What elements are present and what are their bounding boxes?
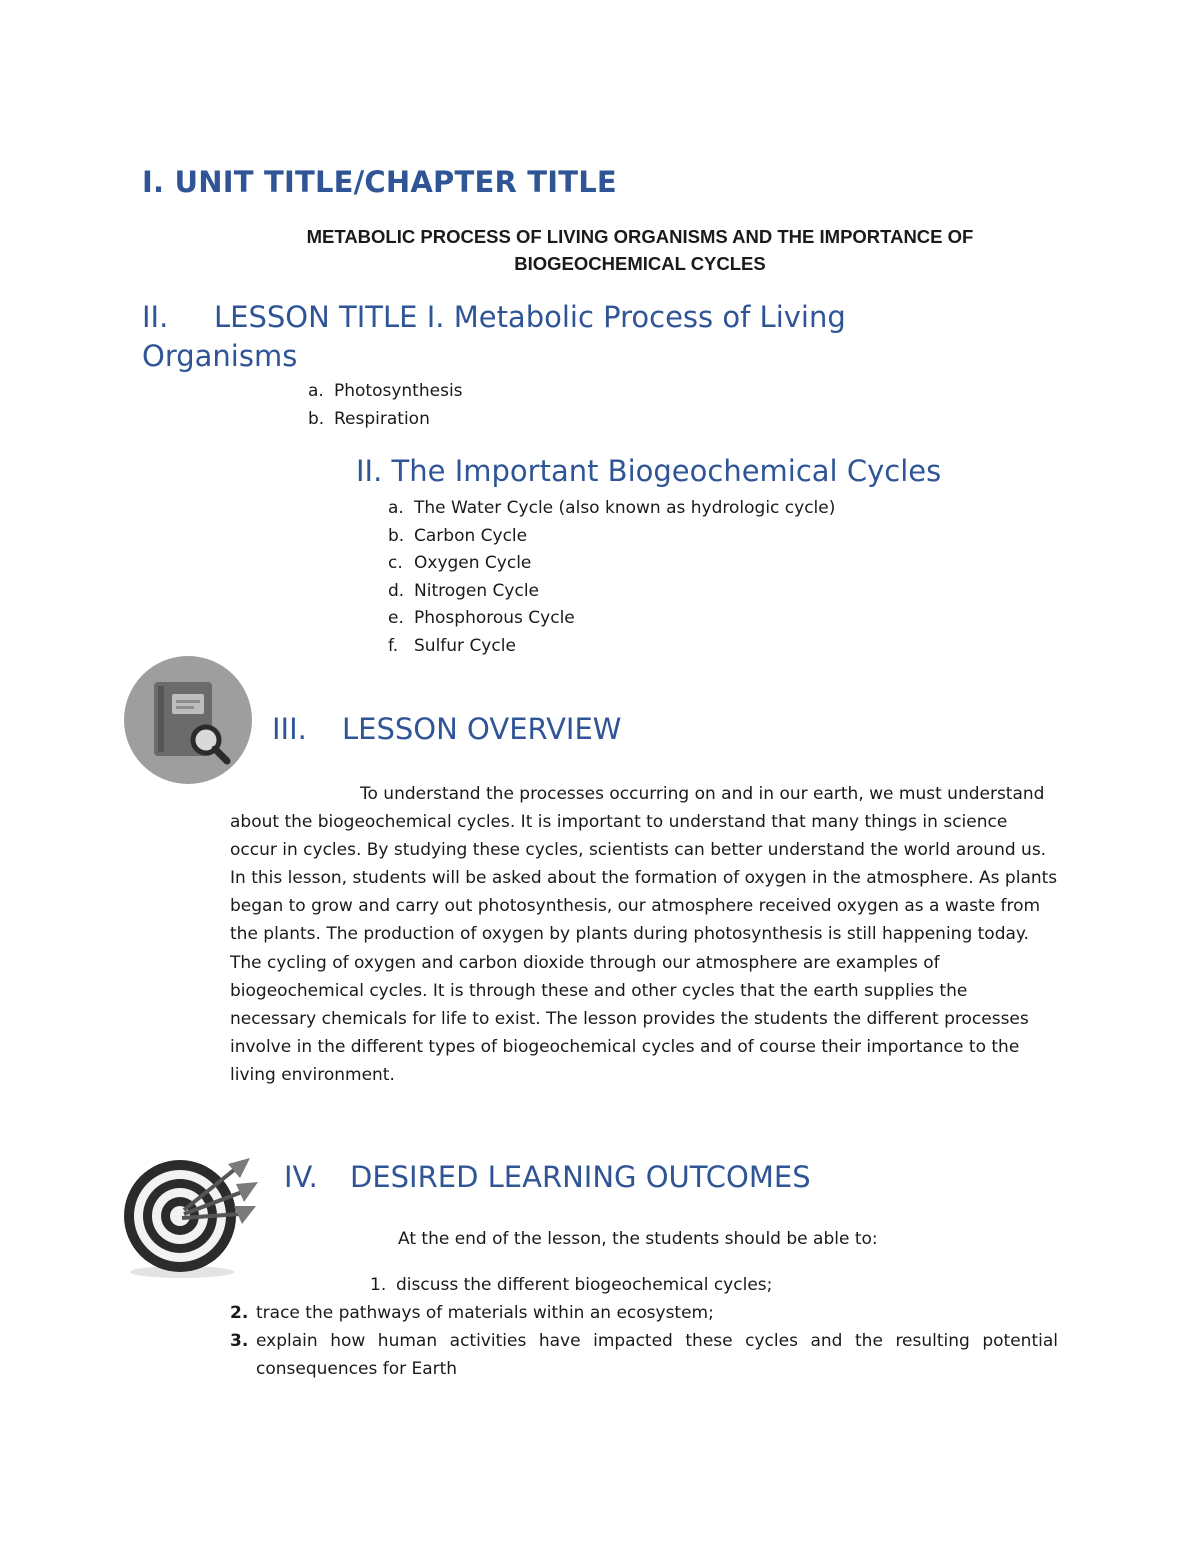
list-item: f. Sulfur Cycle bbox=[388, 635, 516, 656]
dartboard-target-icon bbox=[122, 1148, 264, 1280]
overview-number: III. bbox=[272, 712, 307, 746]
outcome-item-3: 3. explain how human activities have impacted these cycles and the resulting potential consequences for Earth bbox=[230, 1331, 1058, 1379]
chapter-title-line-1: METABOLIC PROCESS OF LIVING ORGANISMS AND THE IMPORTANCE OF bbox=[306, 226, 974, 247]
lesson-title-text-2: Organisms bbox=[142, 339, 298, 373]
book-magnifier-icon bbox=[124, 656, 252, 784]
outcome-item-1: 1. discuss the different biogeochemical cycles; bbox=[370, 1275, 773, 1295]
lesson-title-heading bbox=[142, 298, 942, 376]
overview-heading bbox=[272, 712, 621, 746]
overview-paragraph: To understand the processes occurring on and in our earth, we must understand about the biogeochemical cycles. It is important to understand that many things in science occur in cycles. By studying these cycles, scientists can better understand the world around us. In this lesson, students will be asked about the formation of oxygen in the atmosphere. As plants began to grow and carry out photosynthesis, our atmosphere received oxygen as a waste from the plants. The production of oxygen by plants during photosynthesis is still happening today. The cycling of oxygen and carbon dioxide through our atmosphere are examples of biogeochemical cycles. It is through these and other cycles that the earth supplies the necessary chemicals for life to exist. The lesson provides the students the different processes involve in the different types of biogeochemical cycles and of course their importance to the living environment. bbox=[230, 784, 1058, 1085]
list-item: e. Phosphorous Cycle bbox=[388, 608, 575, 628]
lesson-title-number: II. bbox=[142, 300, 169, 334]
outcomes-text: DESIRED LEARNING OUTCOMES bbox=[350, 1160, 811, 1194]
outcomes-intro: At the end of the lesson, the students should be able to: bbox=[398, 1229, 878, 1249]
list-item: b. Carbon Cycle bbox=[388, 525, 528, 546]
outcome-item-2: 2. trace the pathways of materials within an ecosystem; bbox=[230, 1303, 714, 1323]
list-item: c. Oxygen Cycle bbox=[388, 553, 532, 573]
unit-title-heading: I. UNIT TITLE/CHAPTER TITLE bbox=[142, 165, 617, 199]
list-item: b. Respiration bbox=[308, 408, 430, 429]
list-item: a. Photosynthesis bbox=[308, 381, 463, 401]
lesson1-list bbox=[308, 378, 463, 433]
lesson-title-text-1: LESSON TITLE I. Metabolic Process of Living bbox=[214, 300, 846, 334]
lesson2-heading: II. The Important Biogeochemical Cycles bbox=[356, 454, 942, 488]
chapter-title bbox=[200, 223, 1080, 277]
list-item: a. The Water Cycle (also known as hydrologic cycle) bbox=[388, 498, 836, 518]
overview-text: LESSON OVERVIEW bbox=[342, 712, 622, 746]
list-item: d. Nitrogen Cycle bbox=[388, 580, 540, 601]
outcomes-heading bbox=[284, 1160, 811, 1194]
lesson2-list bbox=[388, 495, 835, 660]
outcomes-number: IV. bbox=[284, 1160, 318, 1194]
chapter-title-line-2: BIOGEOCHEMICAL CYCLES bbox=[514, 253, 766, 274]
